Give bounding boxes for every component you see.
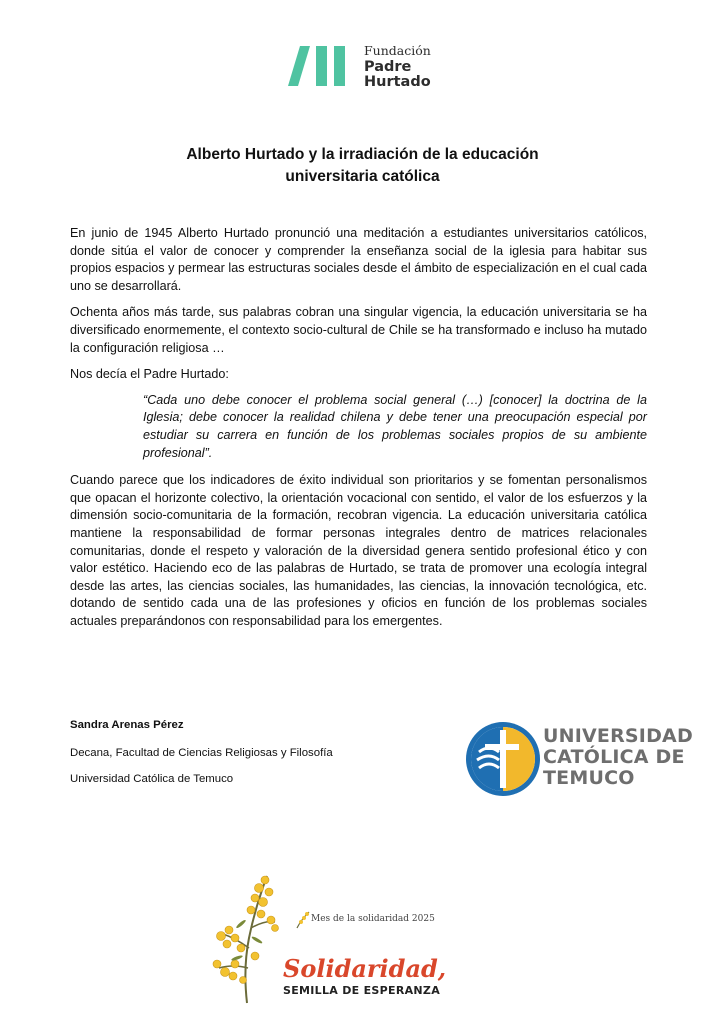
campaign-month: Mes de la solidaridad 2025 xyxy=(311,914,435,924)
paragraph-1: En junio de 1945 Alberto Hurtado pronunció una meditación a estudiantes universitarios católicos, donde sitúa el valor de conocer y comprender la enseñanza social de la iglesia para habitar sus propios espacios y permear las estructuras sociales desde el ámbito de especialización en el cual cada uno se desarrollará. xyxy=(70,226,647,293)
campaign-tagline: SEMILLA DE ESPERANZA xyxy=(283,984,441,997)
fph-line3: Hurtado xyxy=(364,73,431,90)
uct-line1: UNIVERSIDAD xyxy=(543,725,693,747)
fph-line2: Padre xyxy=(364,58,412,75)
uct-line3: TEMUCO xyxy=(543,767,635,789)
document-body xyxy=(70,225,647,639)
fph-wordmark xyxy=(364,45,431,90)
uct-wordmark xyxy=(543,726,693,789)
fph-line1: Fundación xyxy=(364,43,431,58)
sprig-icon xyxy=(293,910,313,930)
paragraph-3: Nos decía el Padre Hurtado: xyxy=(70,367,229,382)
uct-line2: CATÓLICA DE xyxy=(543,746,685,768)
uct-logo xyxy=(465,718,693,800)
campaign-headline: Solidaridad, xyxy=(283,954,447,983)
mimosa-branch-icon xyxy=(205,868,285,1008)
signature-block xyxy=(70,718,333,798)
author-institution: Universidad Católica de Temuco xyxy=(70,773,234,785)
uct-seal-icon xyxy=(465,718,541,800)
hurtado-quote: “Cada uno debe conocer el problema social general (…) [conocer] la doctrina de la Iglesia; debe conocer la realidad chilena y debe tener una preocupación especial por estudiar su carrera en función de los problemas sociales propios de su ambiente profesional”. xyxy=(143,392,647,460)
title-line1: Alberto Hurtado y la irradiación de la educación xyxy=(186,146,539,163)
paragraph-4: Cuando parece que los indicadores de éxito individual son prioritarios y se fomentan personalismos que opacan el horizonte colectivo, la orientación vocacional con sentido, el valor de los esfuerzos y la dimensión socio-comunitaria de la formación, recobran vigencia. La educación universitaria católica mantiene la responsabilidad de formar personas integrales dentro de matrices relacionales comunitarias, donde el respeto y valoración de la diversidad genera sentido profesional ético y con valor estético. Haciendo eco de las palabras de Hurtado, se trata de promover una ecología integral desde las artes, las ciencias sociales, las humanidades, las ciencias, la innovación tecnológica, etc. dotando de sentido cada una de las profesiones y oficios en función de los problemas sociales actuales preparándonos con responsabilidad para los emergentes. xyxy=(70,473,647,628)
campaign-logo xyxy=(205,868,455,1008)
author-role: Decana, Facultad de Ciencias Religiosas y Filosofía xyxy=(70,747,333,759)
fph-mark-icon xyxy=(286,42,362,92)
paragraph-2: Ochenta años más tarde, sus palabras cobran una singular vigencia, la educación universitaria se ha diversificado enormemente, el contexto socio-cultural de Chile se ha transformado e incluso ha mutado la configuración religiosa … xyxy=(70,305,647,355)
document-title xyxy=(60,144,665,188)
fundacion-padre-hurtado-logo xyxy=(286,42,446,92)
author-name: Sandra Arenas Pérez xyxy=(70,719,184,731)
title-line2: universitaria católica xyxy=(285,168,440,185)
